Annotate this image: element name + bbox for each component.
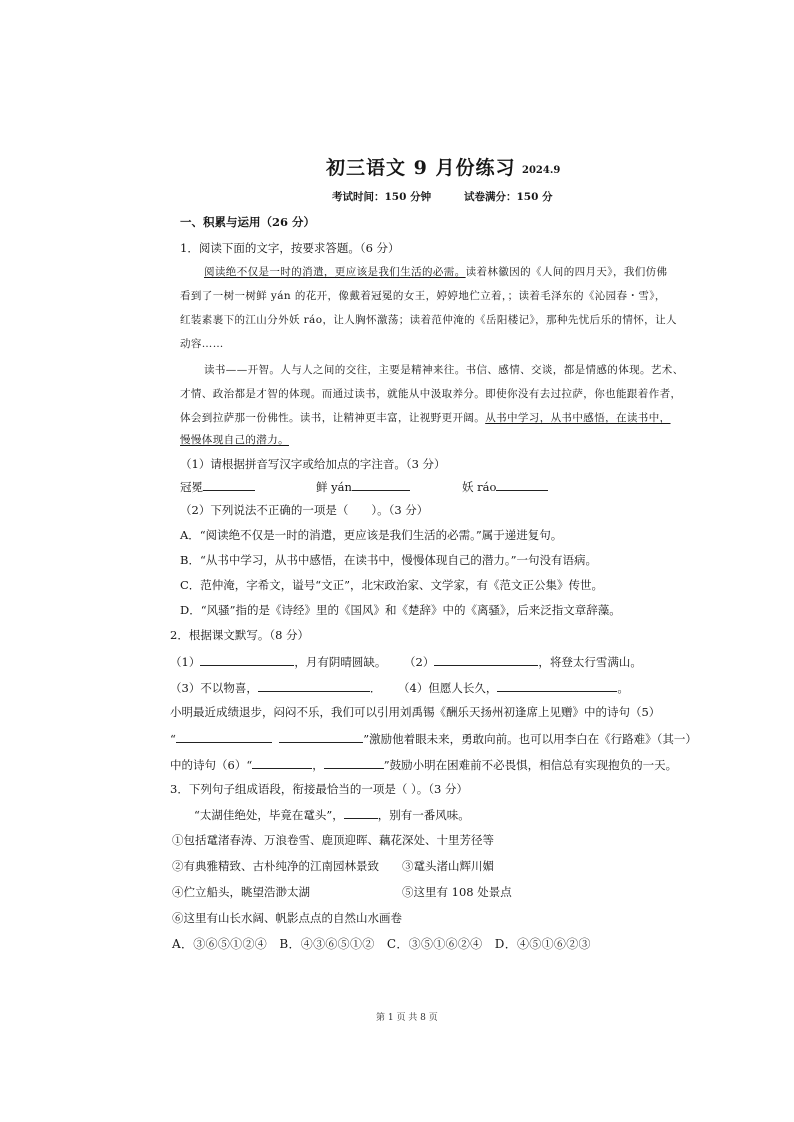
sentence-item: ⑥这里有山长水阔、帆影点点的自然山水画卷 [172,911,402,925]
answer-blank[interactable] [497,679,617,692]
answer-blank[interactable] [434,653,538,666]
page-footer: 第 1 页 共 8 页 [376,1013,438,1023]
passage-line [204,264,667,280]
passage-line [180,410,671,426]
option-d[interactable]: D．“风骚”指的是《诗经》里的《国风》和《楚辞》中的《离骚》，后来泛指文章辞藻。 [180,603,621,617]
recite-item-4 [398,679,629,696]
item-text: “太湖佳绝处，毕竟在鼋头”， [194,808,344,822]
question-3-prompt: 3．下列句子组成语段，衔接最恰当的一项是（ ）。（3 分） [170,782,468,796]
recite-context-line [170,730,697,747]
option-b[interactable]: B．“从书中学习，从书中感悟，在读书中，慢慢体现自己的潜力。”一句没有语病。 [180,553,597,567]
item-text: ， [312,758,324,772]
sentence-item: ④伫立船头，眺望浩渺太湖 [172,885,310,899]
answer-blank[interactable] [203,478,255,491]
answer-blank[interactable] [324,756,384,769]
answer-label: 冠冕 [180,480,203,494]
answer-item [180,478,255,495]
item-label: （2） [404,655,435,669]
exam-date: 2024.9 [522,165,561,176]
answer-label: 妖 ráo [462,480,497,494]
passage-line: 看到了一树一树鲜 yán 的花开，像戴着冠冕的女王，婷婷地伫立着，；读着毛泽东的《沁园春・雪》， [180,290,666,302]
sub-question-1: （1）请根据拼音写汉字或给加点的字注音。（3 分） [180,457,446,471]
section-heading: 一、积累与运用（26 分） [180,215,316,229]
question-1-prompt: 1．阅读下面的文字，按要求答题。（6 分） [180,241,400,255]
underlined-sentence: 从书中学习，从书中感悟，在读书中， [485,412,671,424]
item-text: ，将登太行雪满山。 [538,655,642,669]
passage-line [180,432,289,448]
answer-label: 鲜 yán [316,480,352,494]
answer-blank[interactable] [176,730,272,743]
item-text: 中的诗句（6）“ [170,758,253,772]
lead-sentence [194,806,470,823]
item-label: （4）但愿人长久， [398,681,498,695]
recite-item-2 [404,653,642,670]
underlined-sentence: 阅读绝不仅是一时的消遣，更应该是我们生活的必需。 [204,266,466,278]
sentence-item: ③鼋头渚山辉川媚 [402,859,494,873]
option-c[interactable]: C．范仲淹，字希文，谥号“文正”，北宋政治家、文学家，有《范文正公集》传世。 [180,578,604,592]
item-label: （1） [170,655,201,669]
answer-blank[interactable] [344,806,378,819]
sentence-item: ⑤这里有 108 处景点 [402,885,512,899]
sub-question-2: （2）下列说法不正确的一项是（ ）。（3 分） [180,503,429,517]
item-text: “ [170,732,176,746]
passage-line: 读书——开智。人与人之间的交往，主要是精神来往。书信、感情、交谈，都是情感的体现。艺术、 [204,364,684,376]
underlined-sentence: 慢慢体现自己的潜力。 [180,434,289,446]
answer-blank[interactable] [496,478,548,491]
answer-item [316,478,410,495]
passage-text: 读着林徽因的《人间的四月天》，我们仿佛 [465,266,668,278]
item-text: ． [369,681,382,695]
answer-item [462,478,548,495]
answer-blank[interactable] [352,478,410,491]
recite-context-line [170,756,677,773]
answer-blank[interactable] [200,653,294,666]
passage-line: 红装素裹下的江山分外妖 ráo，让人胸怀激荡；读着范仲淹的《岳阳楼记》，那种先忧后乐的情怀，让人 [180,314,677,326]
recite-item-3 [170,679,381,696]
item-text: ，月有阴晴圆缺。 [294,655,387,669]
passage-line: 动容…… [180,338,224,350]
page-title: 初三语文 9 月份练习 [326,157,516,179]
item-text: 。 [617,681,629,695]
item-text: ”激励他着眼未来，勇敢向前。也可以用李白在《行路难》（其一） [363,732,697,746]
sentence-item: ①包括鼋渚春涛、万浪卷雪、鹿顶迎晖、藕花深处、十里芳径等 [172,833,494,847]
answer-choices[interactable]: A．③⑥⑤①②④ B．④③⑥⑤①② C．③⑤①⑥②④ D．④⑤①⑥②③ [172,937,591,951]
passage-line: 才情、政治都是才智的体现。而通过读书，就能从中汲取养分。即使你没有去过拉萨，你也能跟着作者， [180,388,682,400]
passage-text: 体会到拉萨那一份佛性。读书，让精神更丰富，让视野更开阔。 [180,412,486,424]
sentence-item: ②有典雅精致、古朴纯净的江南园林景致 [172,859,379,873]
item-text: ”鼓励小明在困难前不必畏惧，相信总有实现抱负的一天。 [383,758,678,772]
question-2-prompt: 2．根据课文默写。（8 分） [170,628,310,642]
exam-time: 考试时间：150 分钟 [332,191,432,203]
recite-item-1 [170,653,386,670]
recite-context-line: 小明最近成绩退步，闷闷不乐，我们可以引用刘禹锡《酬乐天扬州初逢席上见赠》中的诗句（5） [170,705,661,719]
item-text: ，别有一番风味。 [377,808,470,822]
answer-blank[interactable] [279,730,363,743]
item-label: （3）不以物喜， [170,681,258,695]
option-a[interactable]: A．“阅读绝不仅是一时的消遣，更应该是我们生活的必需。”属于递进复句。 [180,528,563,542]
answer-blank[interactable] [252,756,312,769]
full-score: 试卷满分：150 分 [464,191,553,203]
answer-blank[interactable] [258,679,370,692]
